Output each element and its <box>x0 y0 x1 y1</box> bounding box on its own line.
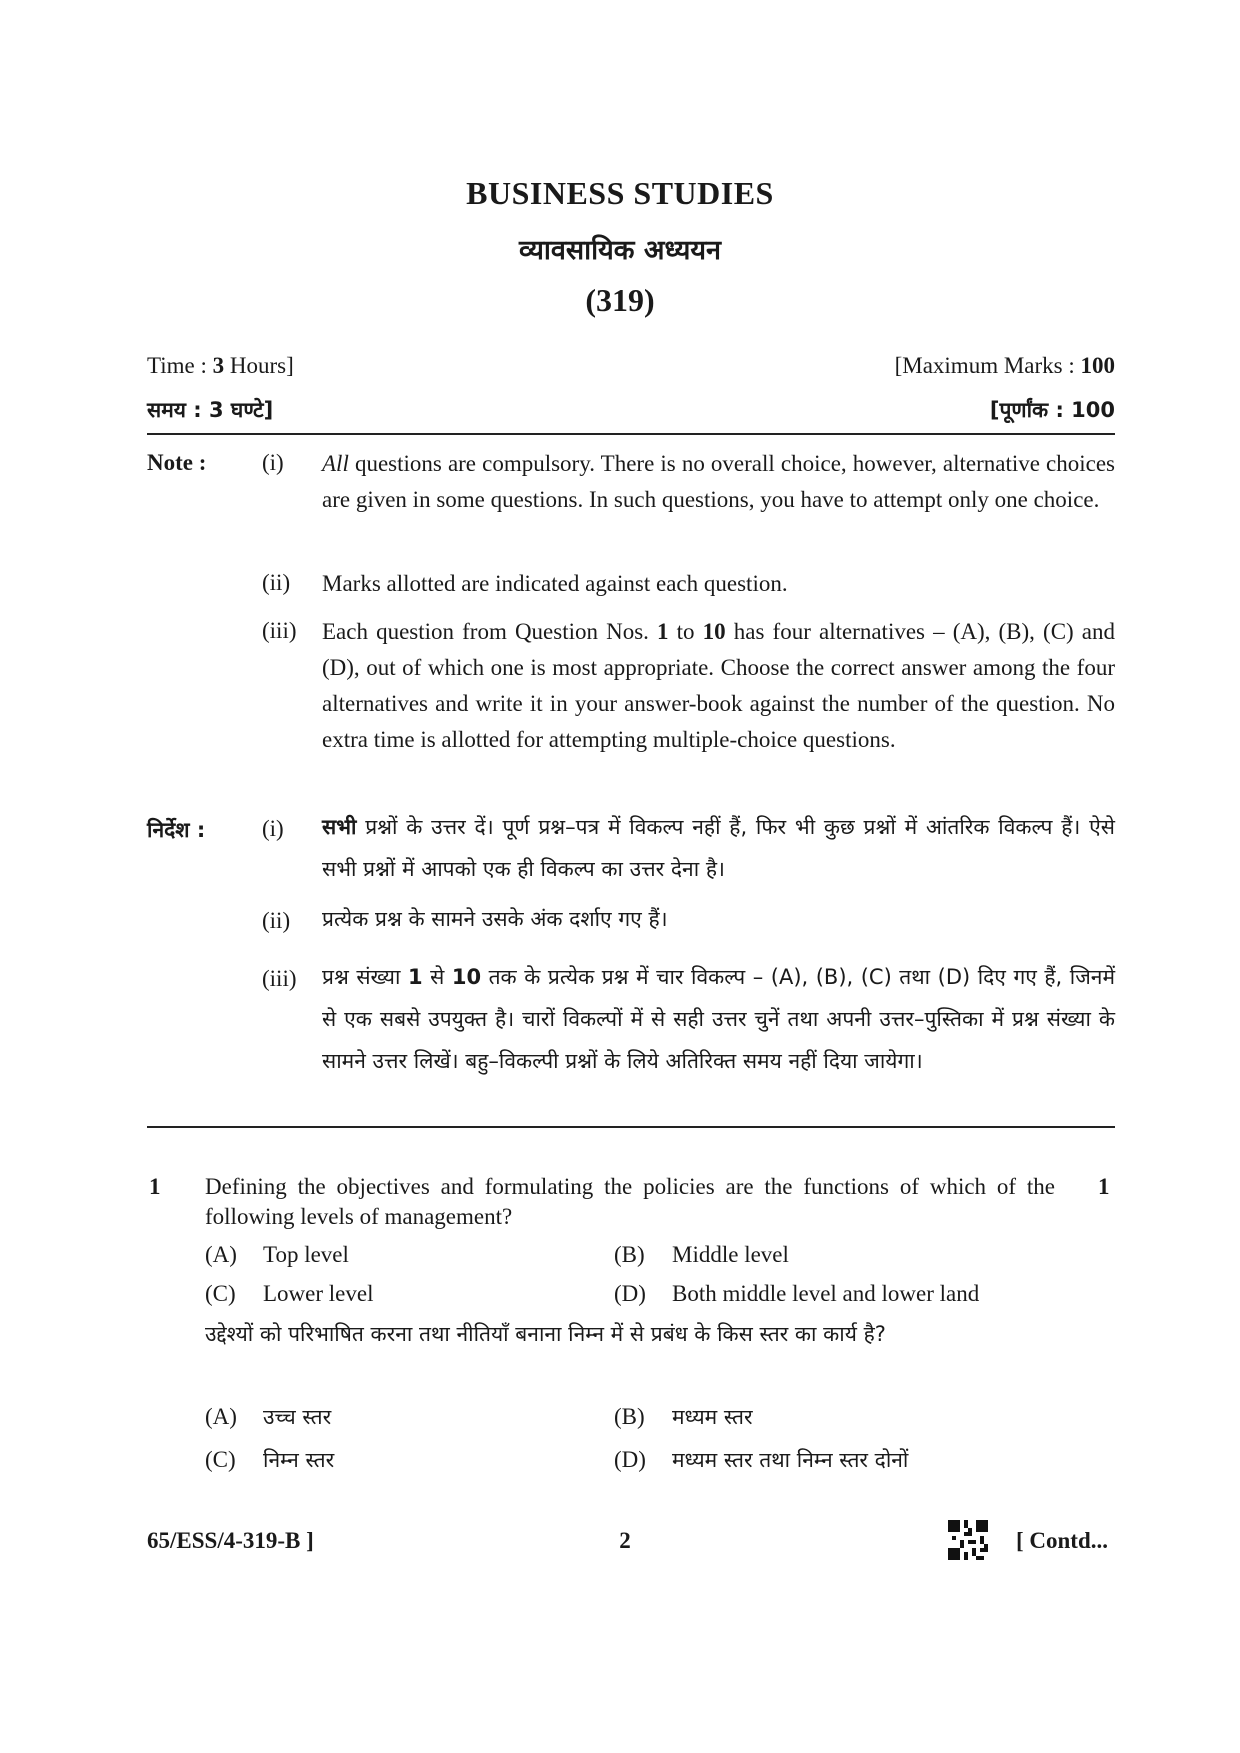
note-item-text-hindi: सभी प्रश्नों के उत्तर दें। पूर्ण प्रश्न–पत्र में विकल्प नहीं हैं, फिर भी कुछ प्रश्नों में आंतरिक विकल्प हैं। ऐसे सभी प्रश्नों में आपको एक ही विकल्प का उत्तर देना है। <box>322 815 1115 881</box>
note-item-text: Marks allotted are indicated against each question. <box>322 571 788 596</box>
max-marks-label: [Maximum Marks : 100 <box>894 353 1115 378</box>
subject-title-hindi: व्यावसायिक अध्ययन <box>518 235 722 266</box>
option-a: (A) Top level <box>205 1242 349 1267</box>
option-b: (B) Middle level <box>614 1242 789 1267</box>
paper-code: 65/ESS/4-319-B ] <box>147 1528 314 1553</box>
note-item-num-hindi: (ii) <box>262 908 291 933</box>
continued-label: [ Contd... <box>1016 1528 1109 1553</box>
time-label: Time : 3 Hours] <box>147 353 294 378</box>
note-label-hindi: निर्देश : <box>147 818 206 842</box>
question-number: 1 <box>149 1174 161 1199</box>
option-d-hindi: (D) मध्यम स्तर तथा निम्न स्तर दोनों <box>614 1447 909 1472</box>
option-a-hindi: (A) उच्च स्तर <box>205 1404 332 1429</box>
subject-title: BUSINESS STUDIES <box>466 175 774 211</box>
note-item-num: (ii) <box>262 570 291 595</box>
meta-row-english <box>147 353 1115 379</box>
question-text-hindi: उद्देश्यों को परिभाषित करना तथा नीतियाँ बनाना निम्न में से प्रबंध के किस स्तर का कार्य है? <box>205 1322 886 1346</box>
question-marks: 1 <box>1098 1174 1110 1199</box>
question-text: Defining the objectives and formulating the policies are the functions of which of the following levels of management? <box>205 1174 1055 1229</box>
subject-code: (319) <box>585 282 655 318</box>
meta-row-hindi <box>147 396 1115 424</box>
page-number: 2 <box>619 1528 631 1553</box>
option-c-hindi: (C) निम्न स्तर <box>205 1447 335 1472</box>
option-c: (C) Lower level <box>205 1281 374 1306</box>
note-item-num: (iii) <box>262 618 297 643</box>
time-label-hindi: समय : 3 घण्टे] <box>147 398 274 422</box>
note-item-text-hindi: प्रश्न संख्या 1 से 10 तक के प्रत्येक प्रश्न में चार विकल्प – (A), (B), (C) तथा (D) दिए गए हैं, जिनमें से एक सबसे उपयुक्त है। चारों विकल्पों में से सही उत्तर चुनें तथा अपनी उत्तर–पुस्तिका में प्रश्न संख्या के सामने उत्तर लिखें। बहु–विकल्पी प्रश्नों के लिये अतिरिक्त समय नहीं दिया जायेगा। <box>322 965 1115 1073</box>
note-item-num-hindi: (iii) <box>262 966 297 991</box>
note-item-text-hindi: प्रत्येक प्रश्न के सामने उसके अंक दर्शाए गए हैं। <box>322 907 668 931</box>
note-item-num: (i) <box>262 450 284 475</box>
note-item-text: All questions are compulsory. There is no overall choice, however, alternative choices are given in some questions. In such questions, you have to attempt only one choice. <box>322 451 1115 512</box>
qr-code-icon <box>948 1520 988 1560</box>
option-d: (D) Both middle level and lower land <box>614 1281 980 1306</box>
max-marks-label-hindi: [पूर्णांक : 100 <box>989 398 1115 422</box>
divider-bottom <box>147 1126 1115 1128</box>
divider-top <box>147 433 1115 435</box>
option-b-hindi: (B) मध्यम स्तर <box>614 1404 753 1429</box>
note-item-num-hindi: (i) <box>262 816 284 841</box>
note-item-text: Each question from Question Nos. 1 to 10 has four alternatives – (A), (B), (C) and (D), out of which one is most appropriate. Choose the correct answer among the four alternatives and write it in your answer-book against the number of the question. No extra time is allotted for attempting multiple-choice questions. <box>322 619 1116 752</box>
note-label: Note : <box>147 450 207 475</box>
